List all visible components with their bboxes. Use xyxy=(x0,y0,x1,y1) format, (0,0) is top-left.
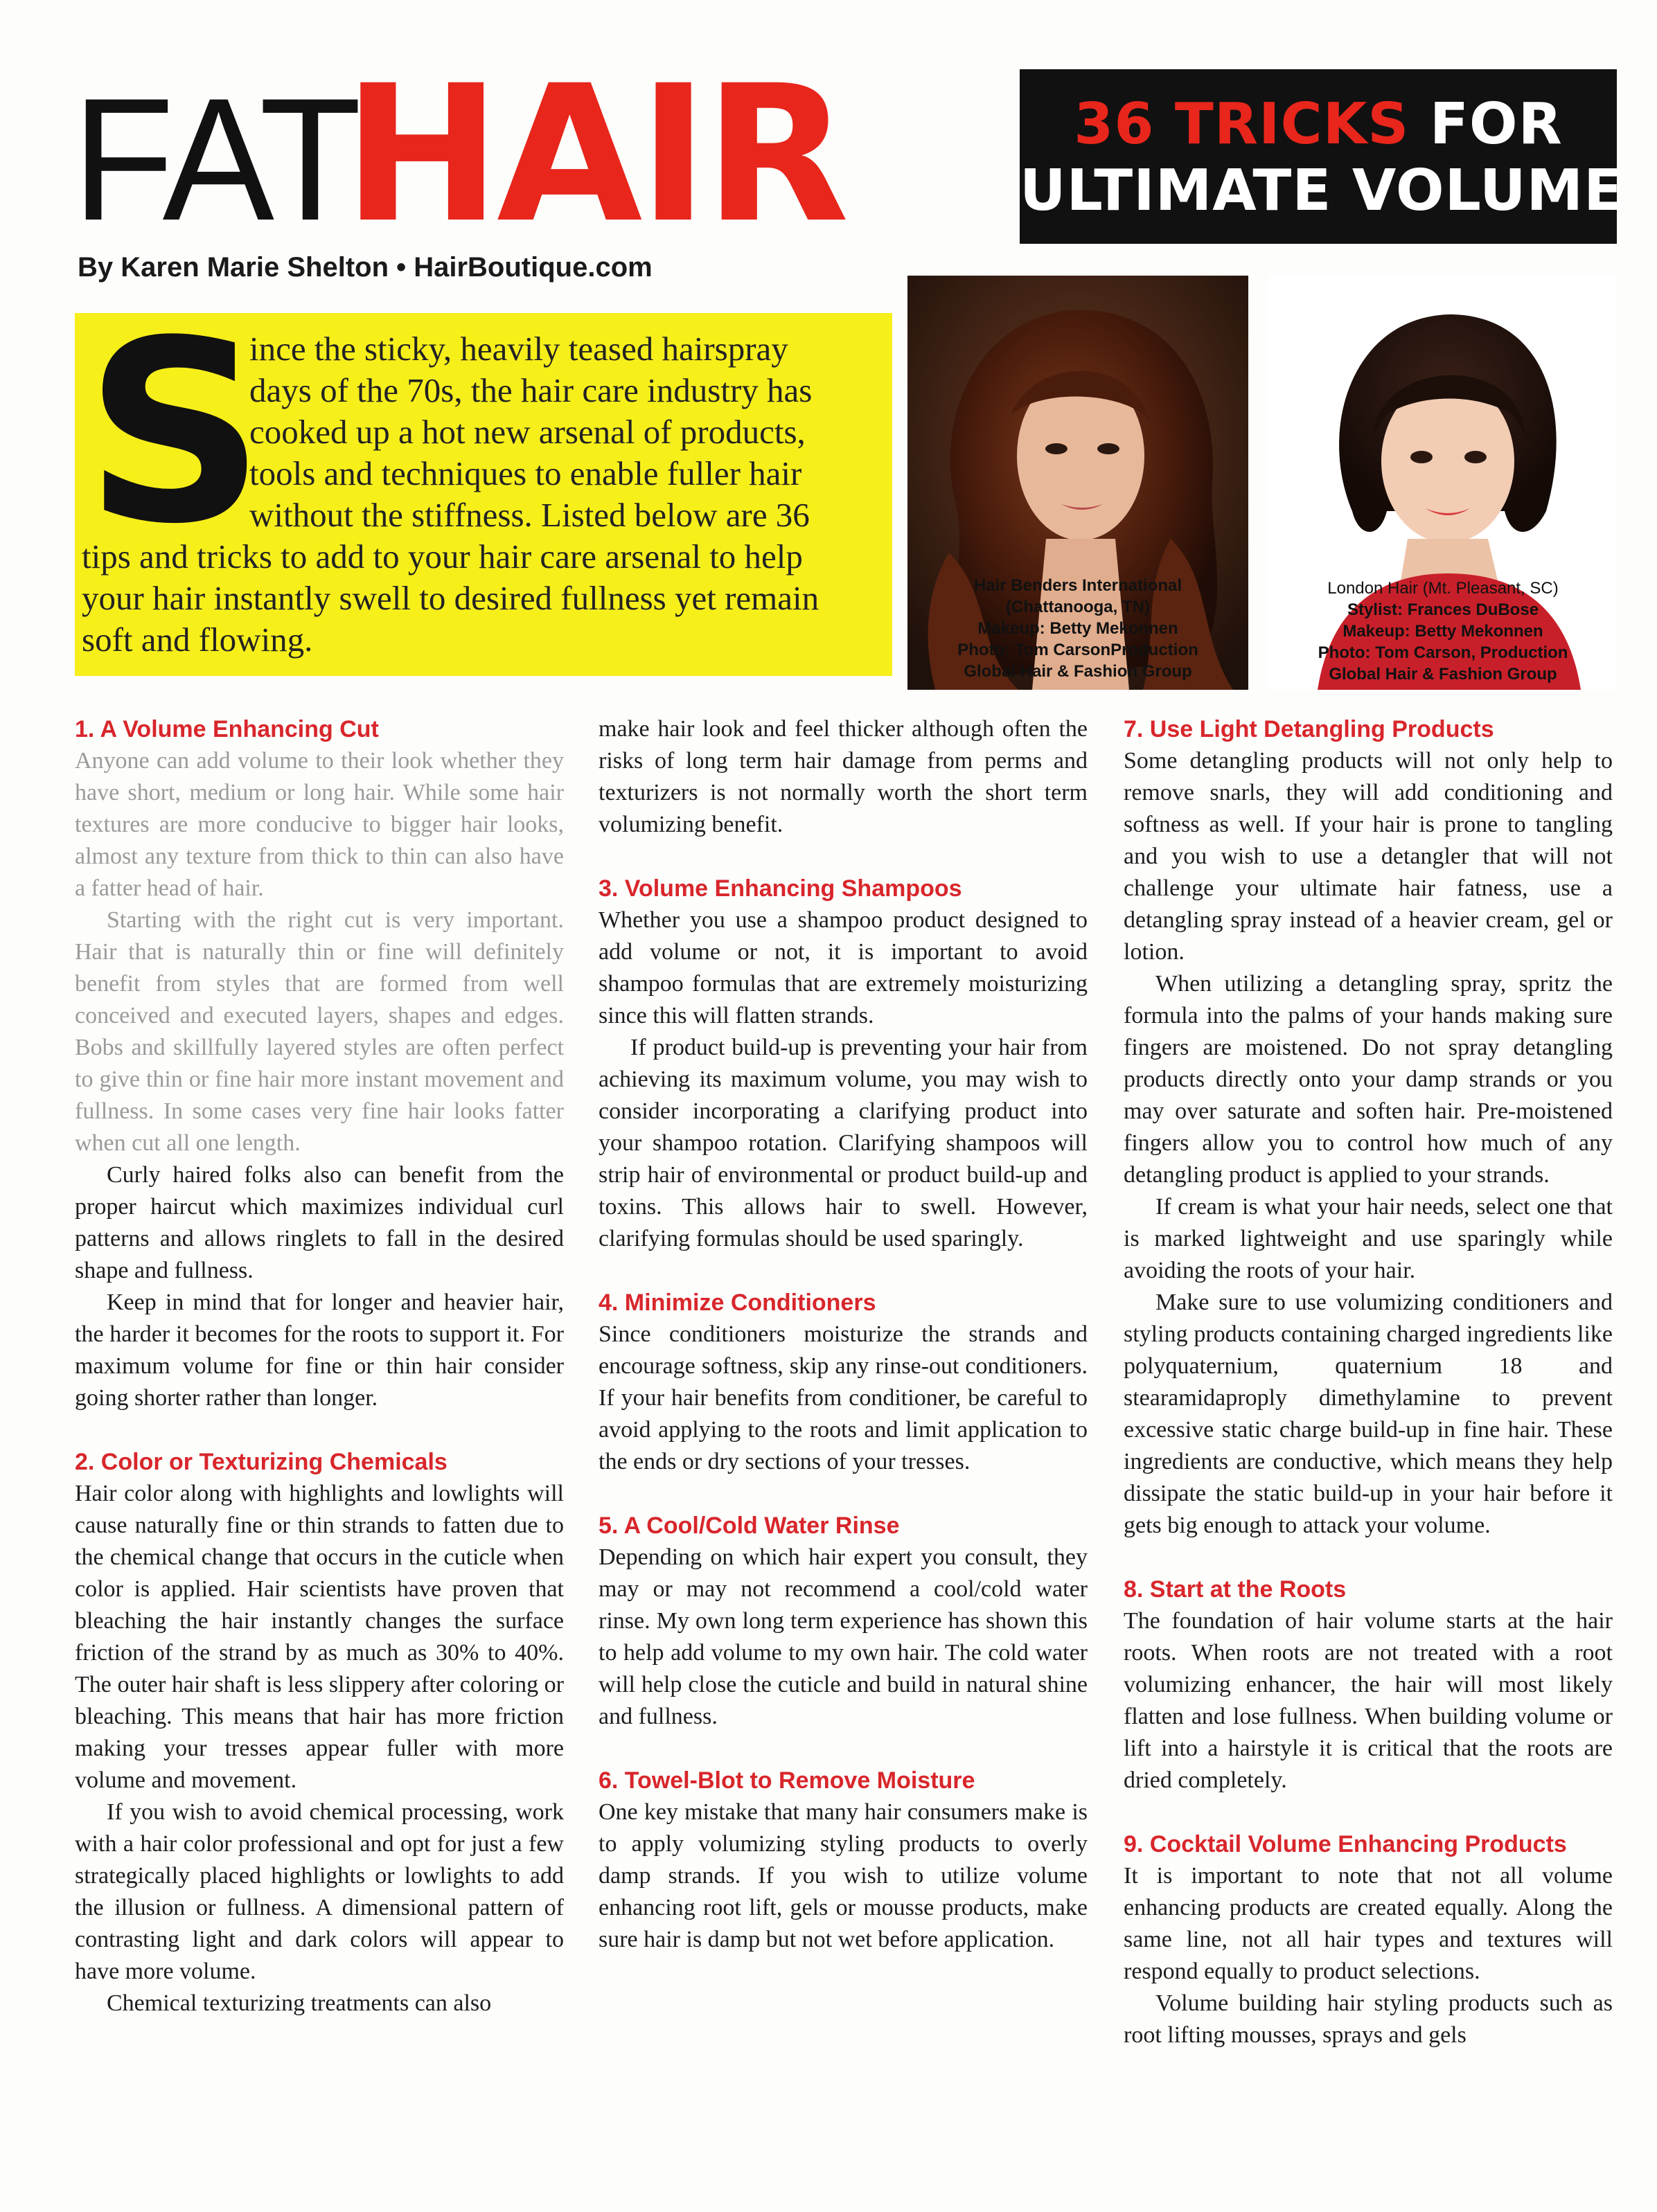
paragraph: The foundation of hair volume starts at the hair roots. When roots are not treated with a root volumizing enhancer, the hair will most likely flatten and lose fullness. When building volume or lift into a hairstyle it is critical that the roots are dried completely. xyxy=(1124,1608,1613,1793)
model-photo-left xyxy=(907,276,1248,690)
intro-box xyxy=(75,287,892,676)
title-hair: HAIR xyxy=(343,46,846,265)
section-heading: 5. A Cool/Cold Water Rinse xyxy=(599,1513,900,1539)
section-gap xyxy=(599,1478,1088,1510)
intro-line: your hair instantly swell to desired fullness yet remain xyxy=(82,579,819,617)
credit-line: Stylist: Frances DuBose xyxy=(1347,600,1539,619)
paragraph: Starting with the right cut is very important. Hair that is naturally thin or fine will definitely benefit from styles that are formed from well conceived and executed layers, shapes and edges. Bobs and skillfully layered styles are often perfect to give thin or fine hair more instant movement and fullness. In some cases very fine hair looks fatter when cut all one length. xyxy=(75,907,564,1156)
intro-text xyxy=(75,328,881,661)
credit-line: Makeup: Betty Mekonnen xyxy=(977,619,1178,638)
paragraph: One key mistake that many hair consumers make is to apply volumizing styling products to overly damp strands. If you wish to utilize volume enhancing root lift, gels or mousse products, make sure hair is damp but not wet before application. xyxy=(599,1799,1088,1952)
section-heading: 3. Volume Enhancing Shampoos xyxy=(599,875,962,902)
credit-line: Makeup: Betty Mekonnen xyxy=(1343,622,1543,641)
photo-credit-left xyxy=(907,575,1248,682)
intro-line: cooked up a hot new arsenal of products, xyxy=(249,413,806,451)
paragraph: If you wish to avoid chemical processing, work with a hair color professional and opt for just a few strategically placed highlights or lowlights to add the illusion or fullness. A dimensional pattern of contrasting light and dark colors will appear to have more volume. xyxy=(75,1799,564,1984)
page-title xyxy=(72,46,846,265)
section-gap xyxy=(1124,1796,1613,1828)
banner-line-2: ULTIMATE VOLUME xyxy=(1020,158,1624,224)
paragraph: Hair color along with highlights and lowlights will cause naturally fine or thin strands to fatten due to the chemical change that occurs in the cuticle when color is applied. Hair scientists have proven that bleaching the hair instantly changes the surface friction of the strand by as much as 30% to 40%. The outer hair shaft is less slippery after coloring or bleaching. This means that hair has more friction making your tresses appear fuller with more volume and movement. xyxy=(75,1481,564,1793)
credit-line: (Chattanooga, TN) xyxy=(1006,598,1150,616)
paragraph: Anyone can add volume to their look whether they have short, medium or long hair. While some hair textures are more conducive to bigger hair looks, almost any texture from thick to thin can also have a fatter head of hair. xyxy=(75,748,564,901)
section-gap xyxy=(599,1255,1088,1287)
paragraph: make hair look and feel thicker although often the risks of long term hair damage from perms and texturizers is not normally worth the short term volumizing benefit. xyxy=(599,716,1088,837)
credit-line: Photo: Tom Carson, Production xyxy=(1318,643,1568,662)
drop-cap: S xyxy=(85,287,265,579)
paragraph: Volume building hair styling products such as root lifting mousses, sprays and gels xyxy=(1124,1990,1613,2048)
article-column-2 xyxy=(599,713,1088,1956)
banner-number: 36 TRICKS xyxy=(1074,91,1410,157)
section-heading: 8. Start at the Roots xyxy=(1124,1576,1347,1603)
section-heading: 2. Color or Texturizing Chemicals xyxy=(75,1449,448,1475)
paragraph: Curly haired folks also can benefit from the proper haircut which maximizes individual curl patterns and allows ringlets to fall in the desired shape and fullness. xyxy=(75,1162,564,1283)
intro-line: ince the sticky, heavily teased hairspray xyxy=(249,330,788,368)
paragraph: Chemical texturizing treatments can also xyxy=(107,1990,492,2016)
paragraph: Whether you use a shampoo product designed to add volume or not, it is important to avoid shampoo formulas that are extremely moisturizing since this will flatten strands. xyxy=(599,907,1088,1028)
intro-line: without the stiffness. Listed below are 36 xyxy=(249,496,810,534)
section-gap xyxy=(599,1733,1088,1765)
section-heading: 4. Minimize Conditioners xyxy=(599,1290,876,1316)
paragraph: If cream is what your hair needs, select one that is marked lightweight and use sparingly while avoiding the roots of your hair. xyxy=(1124,1194,1613,1283)
intro-line: soft and flowing. xyxy=(82,621,313,659)
intro-line: tips and tricks to add to your hair care arsenal to help xyxy=(82,537,803,576)
banner-line-1 xyxy=(1020,91,1617,158)
paragraph: Keep in mind that for longer and heavier hair, the harder it becomes for the roots to support it. For maximum volume for fine or thin hair consider going shorter rather than longer. xyxy=(75,1290,564,1411)
article-column-1 xyxy=(75,713,564,2019)
section-heading: 7. Use Light Detangling Products xyxy=(1124,716,1494,742)
section-heading: 1. A Volume Enhancing Cut xyxy=(75,716,379,742)
model-photo-right xyxy=(1269,276,1617,690)
section-heading: 6. Towel-Blot to Remove Moisture xyxy=(599,1767,975,1794)
section-gap xyxy=(75,1414,564,1446)
paragraph: Make sure to use volumizing conditioners and styling products containing charged ingredients like polyquaternium, quaternium 18 and stearamidaproply dimethylamine to prevent excessive static charge build-up in fine hair. These ingredients are conductive, which means they help dissipate the static build-up in your hair before it gets big enough to attack your volume. xyxy=(1124,1290,1613,1538)
credit-line: Global Hair & Fashion Group xyxy=(964,662,1192,681)
section-gap xyxy=(599,841,1088,873)
intro-line: days of the 70s, the hair care industry has xyxy=(249,371,813,409)
photo-credit-right xyxy=(1269,578,1617,685)
paragraph: Depending on which hair expert you consult, they may or may not recommend a cool/cold water rinse. My own long term experience has shown this to help add volume to my own hair. The cold water will help close the cuticle and build in natural shine and fullness. xyxy=(599,1544,1088,1729)
paragraph: When utilizing a detangling spray, spritz the formula into the palms of your hands making sure fingers are moistened. Do not spray detangling products directly onto your damp strands or you may over saturate and soften hair. Pre-moistened fingers allow you to control how much of any detangling product is applied to your strands. xyxy=(1124,971,1613,1188)
banner-for: FOR xyxy=(1409,91,1563,157)
intro-line: tools and techniques to enable fuller hair xyxy=(249,454,802,492)
section-gap xyxy=(1124,1542,1613,1573)
paragraph: Some detangling products will not only help to remove snarls, they will add conditioning and softness as well. If your hair is prone to tangling and you wish to use a detangler that will not challenge your ultimate hair fatness, use a detangling spray instead of a heavier cream, gel or lotion. xyxy=(1124,748,1613,965)
paragraph: Since conditioners moisturize the strands and encourage softness, skip any rinse-out conditioners. If your hair benefits from conditioner, be careful to avoid applying to the roots and limit application to the ends or dry sections of your tresses. xyxy=(599,1321,1088,1474)
credit-line: Hair Benders International xyxy=(973,576,1182,595)
title-fat: FAT xyxy=(72,62,360,257)
paragraph: If product build-up is preventing your hair from achieving its maximum volume, you may wish to consider incorporating a clarifying product into your shampoo rotation. Clarifying shampoos will strip hair of environmental or product build-up and toxins. This allows hair to swell. However, clarifying formulas should be used sparingly. xyxy=(599,1035,1088,1251)
paragraph: It is important to note that not all volume enhancing products are created equally. Along the same line, not all hair types and textures will respond equally to product selections. xyxy=(1124,1863,1613,1984)
headline-banner xyxy=(1020,69,1624,244)
credit-line: Photo: Tom CarsonProduction xyxy=(957,641,1198,659)
byline: By Karen Marie Shelton • HairBoutique.com xyxy=(78,252,653,283)
credit-line: Global Hair & Fashion Group xyxy=(1329,665,1557,684)
section-heading: 9. Cocktail Volume Enhancing Products xyxy=(1124,1831,1567,1857)
article-column-3 xyxy=(1124,713,1613,2051)
credit-line: London Hair (Mt. Pleasant, SC) xyxy=(1327,579,1559,598)
